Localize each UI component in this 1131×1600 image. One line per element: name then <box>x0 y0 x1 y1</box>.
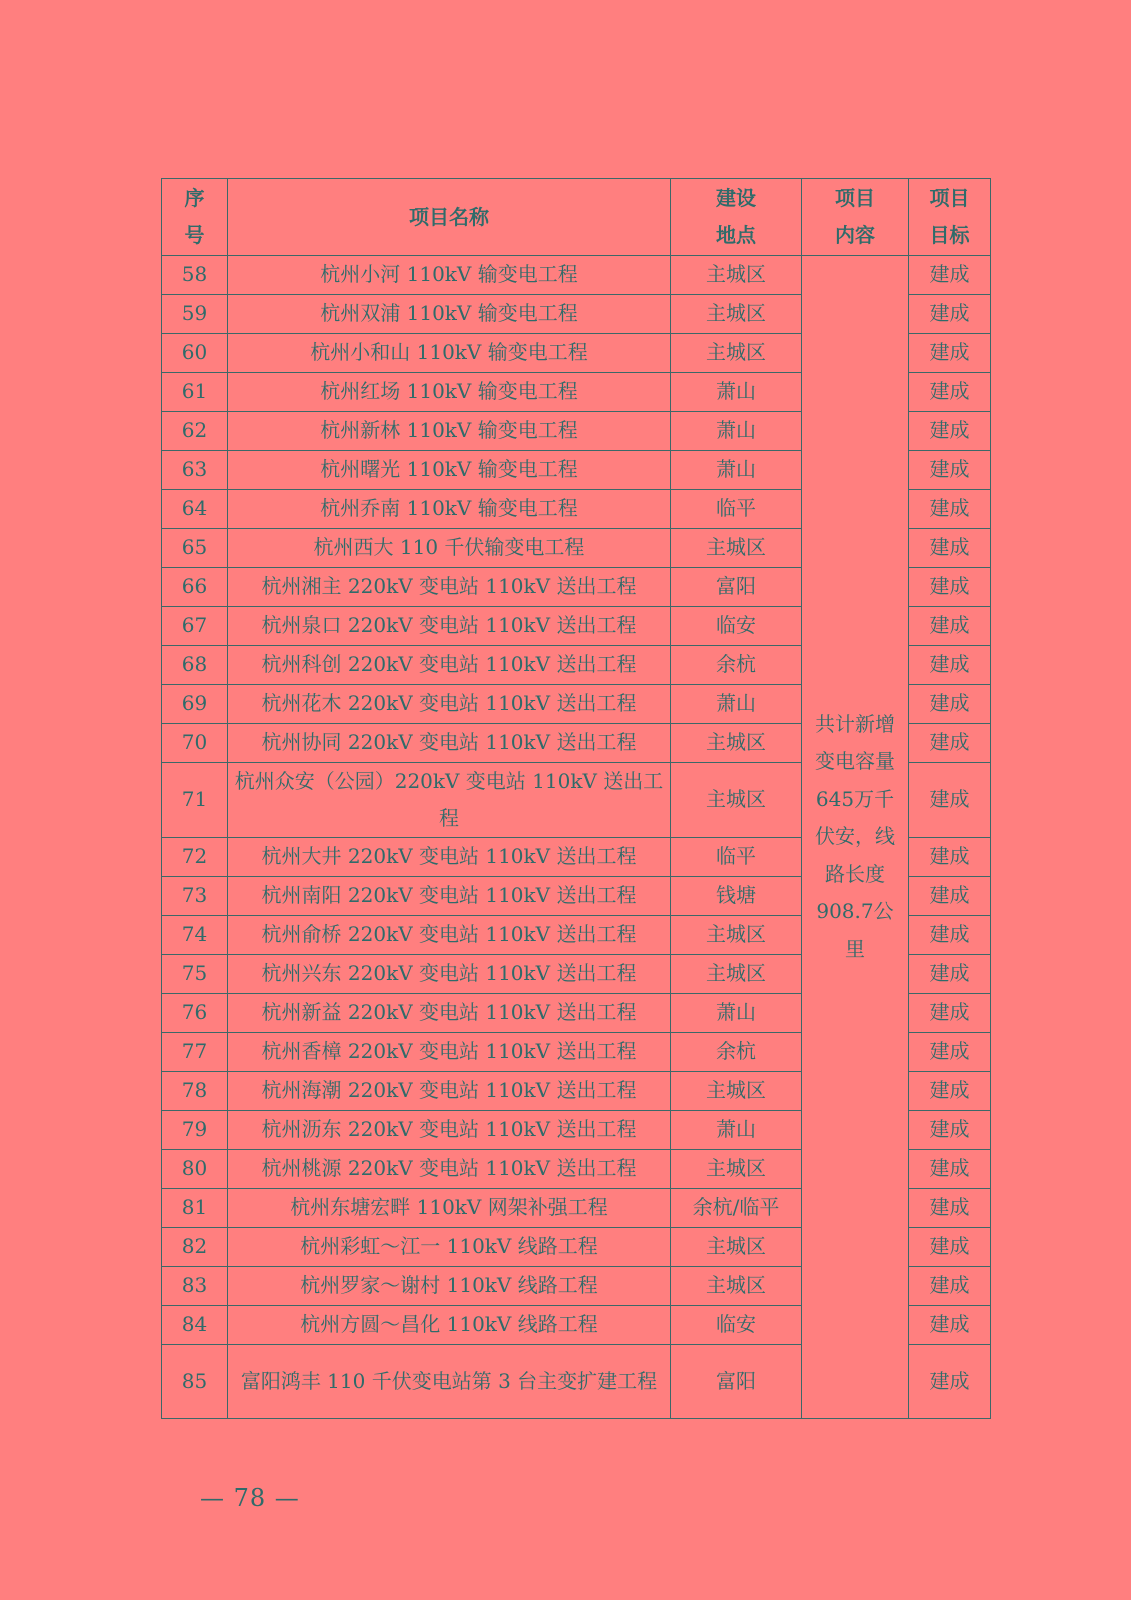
row-name: 杭州泉口 220kV 变电站 110kV 送出工程 <box>228 607 671 646</box>
table-body <box>162 256 991 1419</box>
row-index: 71 <box>162 763 228 838</box>
row-location: 萧山 <box>671 451 802 490</box>
page-number: — 78 — <box>200 1484 300 1512</box>
row-location: 主城区 <box>671 1072 802 1111</box>
row-index: 69 <box>162 685 228 724</box>
row-goal: 建成 <box>909 529 991 568</box>
row-goal: 建成 <box>909 1111 991 1150</box>
row-location: 富阳 <box>671 568 802 607</box>
row-index: 79 <box>162 1111 228 1150</box>
row-name: 杭州桃源 220kV 变电站 110kV 送出工程 <box>228 1150 671 1189</box>
row-name: 杭州方圆～昌化 110kV 线路工程 <box>228 1306 671 1345</box>
row-name: 杭州双浦 110kV 输变电工程 <box>228 295 671 334</box>
row-index: 76 <box>162 994 228 1033</box>
header-goal: 项目 目标 <box>909 179 991 256</box>
row-location: 萧山 <box>671 1111 802 1150</box>
row-index: 63 <box>162 451 228 490</box>
row-goal: 建成 <box>909 763 991 838</box>
row-goal: 建成 <box>909 1033 991 1072</box>
row-name: 杭州大井 220kV 变电站 110kV 送出工程 <box>228 838 671 877</box>
row-goal: 建成 <box>909 607 991 646</box>
row-name: 杭州曙光 110kV 输变电工程 <box>228 451 671 490</box>
row-goal: 建成 <box>909 1228 991 1267</box>
row-name: 杭州罗家～谢村 110kV 线路工程 <box>228 1267 671 1306</box>
row-goal: 建成 <box>909 685 991 724</box>
row-location: 主城区 <box>671 916 802 955</box>
row-location: 余杭/临平 <box>671 1189 802 1228</box>
row-name: 杭州俞桥 220kV 变电站 110kV 送出工程 <box>228 916 671 955</box>
row-index: 82 <box>162 1228 228 1267</box>
row-location: 萧山 <box>671 685 802 724</box>
row-location: 萧山 <box>671 373 802 412</box>
row-location: 主城区 <box>671 763 802 838</box>
row-name: 杭州湘主 220kV 变电站 110kV 送出工程 <box>228 568 671 607</box>
row-index: 70 <box>162 724 228 763</box>
row-index: 75 <box>162 955 228 994</box>
row-goal: 建成 <box>909 955 991 994</box>
row-goal: 建成 <box>909 1150 991 1189</box>
row-goal: 建成 <box>909 724 991 763</box>
row-location: 临安 <box>671 1306 802 1345</box>
row-name: 杭州彩虹～江一 110kV 线路工程 <box>228 1228 671 1267</box>
row-index: 66 <box>162 568 228 607</box>
row-location: 主城区 <box>671 955 802 994</box>
row-index: 77 <box>162 1033 228 1072</box>
row-name: 杭州东塘宏畔 110kV 网架补强工程 <box>228 1189 671 1228</box>
row-index: 67 <box>162 607 228 646</box>
row-name: 杭州新益 220kV 变电站 110kV 送出工程 <box>228 994 671 1033</box>
row-goal: 建成 <box>909 334 991 373</box>
row-name: 富阳鸿丰 110 千伏变电站第 3 台主变扩建工程 <box>228 1345 671 1419</box>
row-goal: 建成 <box>909 490 991 529</box>
row-name: 杭州乔南 110kV 输变电工程 <box>228 490 671 529</box>
row-index: 83 <box>162 1267 228 1306</box>
row-index: 68 <box>162 646 228 685</box>
row-location: 主城区 <box>671 1150 802 1189</box>
row-goal: 建成 <box>909 568 991 607</box>
row-index: 64 <box>162 490 228 529</box>
row-name: 杭州西大 110 千伏输变电工程 <box>228 529 671 568</box>
row-index: 59 <box>162 295 228 334</box>
row-name: 杭州红场 110kV 输变电工程 <box>228 373 671 412</box>
row-index: 60 <box>162 334 228 373</box>
row-name: 杭州新林 110kV 输变电工程 <box>228 412 671 451</box>
row-goal: 建成 <box>909 1267 991 1306</box>
row-index: 58 <box>162 256 228 295</box>
row-goal: 建成 <box>909 838 991 877</box>
row-goal: 建成 <box>909 412 991 451</box>
row-location: 主城区 <box>671 529 802 568</box>
row-index: 73 <box>162 877 228 916</box>
row-index: 81 <box>162 1189 228 1228</box>
row-index: 65 <box>162 529 228 568</box>
row-index: 62 <box>162 412 228 451</box>
row-goal: 建成 <box>909 295 991 334</box>
row-name: 杭州小河 110kV 输变电工程 <box>228 256 671 295</box>
row-location: 临平 <box>671 490 802 529</box>
row-location: 富阳 <box>671 1345 802 1419</box>
header-name: 项目名称 <box>228 179 671 256</box>
row-index: 80 <box>162 1150 228 1189</box>
row-location: 萧山 <box>671 994 802 1033</box>
row-location: 主城区 <box>671 295 802 334</box>
row-location: 钱塘 <box>671 877 802 916</box>
project-table <box>161 178 991 1419</box>
row-index: 72 <box>162 838 228 877</box>
row-index: 78 <box>162 1072 228 1111</box>
row-goal: 建成 <box>909 994 991 1033</box>
row-name: 杭州众安（公园）220kV 变电站 110kV 送出工程 <box>228 763 671 838</box>
row-index: 61 <box>162 373 228 412</box>
row-location: 临平 <box>671 838 802 877</box>
row-location: 主城区 <box>671 334 802 373</box>
row-goal: 建成 <box>909 1189 991 1228</box>
row-name: 杭州科创 220kV 变电站 110kV 送出工程 <box>228 646 671 685</box>
header-index: 序 号 <box>162 179 228 256</box>
row-index: 74 <box>162 916 228 955</box>
row-index: 85 <box>162 1345 228 1419</box>
table-header-row <box>162 179 991 256</box>
row-goal: 建成 <box>909 916 991 955</box>
table-row <box>162 256 991 295</box>
row-location: 余杭 <box>671 646 802 685</box>
row-name: 杭州香樟 220kV 变电站 110kV 送出工程 <box>228 1033 671 1072</box>
row-index: 84 <box>162 1306 228 1345</box>
row-goal: 建成 <box>909 373 991 412</box>
row-location: 主城区 <box>671 1228 802 1267</box>
row-name: 杭州小和山 110kV 输变电工程 <box>228 334 671 373</box>
row-goal: 建成 <box>909 646 991 685</box>
row-location: 萧山 <box>671 412 802 451</box>
row-goal: 建成 <box>909 256 991 295</box>
shared-content-cell: 共计新增变电容量645万千伏安，线路长度908.7公里 <box>802 256 909 1419</box>
row-name: 杭州沥东 220kV 变电站 110kV 送出工程 <box>228 1111 671 1150</box>
row-name: 杭州南阳 220kV 变电站 110kV 送出工程 <box>228 877 671 916</box>
row-goal: 建成 <box>909 1306 991 1345</box>
row-name: 杭州海潮 220kV 变电站 110kV 送出工程 <box>228 1072 671 1111</box>
row-name: 杭州花木 220kV 变电站 110kV 送出工程 <box>228 685 671 724</box>
row-location: 临安 <box>671 607 802 646</box>
row-goal: 建成 <box>909 877 991 916</box>
row-location: 主城区 <box>671 724 802 763</box>
row-goal: 建成 <box>909 1345 991 1419</box>
header-location: 建设 地点 <box>671 179 802 256</box>
row-location: 主城区 <box>671 256 802 295</box>
row-goal: 建成 <box>909 1072 991 1111</box>
row-name: 杭州兴东 220kV 变电站 110kV 送出工程 <box>228 955 671 994</box>
row-location: 主城区 <box>671 1267 802 1306</box>
row-location: 余杭 <box>671 1033 802 1072</box>
row-name: 杭州协同 220kV 变电站 110kV 送出工程 <box>228 724 671 763</box>
row-goal: 建成 <box>909 451 991 490</box>
header-content: 项目 内容 <box>802 179 909 256</box>
